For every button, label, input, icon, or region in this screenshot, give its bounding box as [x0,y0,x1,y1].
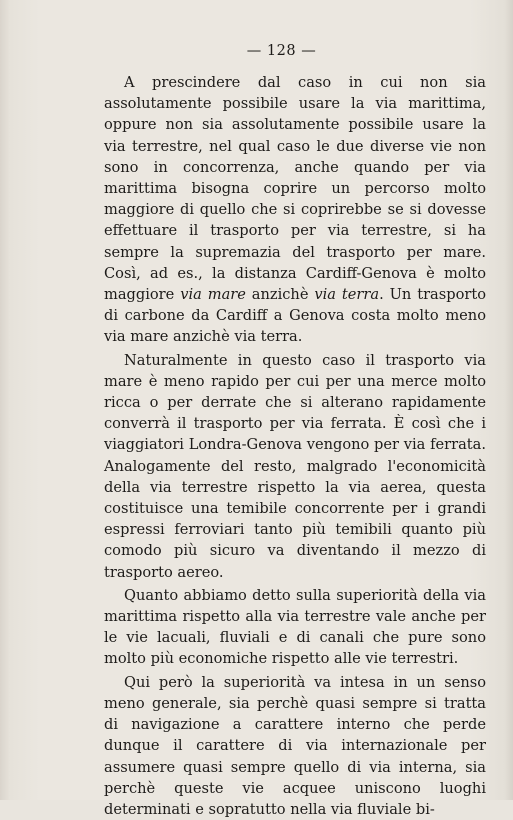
text-segment: anzichè [245,286,315,304]
text-segment: A prescindere dal caso in cui non sia assolutamente possibile usare la via marittima, oppure non sia assolutamente possibile usare la via terrestre, nel qual caso le due diverse vie non sono in concorrenza, anche quando per via marittima bisogna coprire un percorso molto maggiore di quello che si coprirebbe se si dovesse effettuare il trasporto per via terrestre, si ha sempre la supremazia del trasporto per mare. Così, ad es., la distanza Cardiff-Genova è molto maggiore [104,74,486,304]
page-number: — 128 — [246,43,317,59]
italic-text-segment: via mare [180,286,246,304]
italic-text-segment: via terra [314,286,380,304]
paragraph [104,672,486,820]
paragraph [104,585,486,670]
body-text [104,72,486,820]
text-segment: Qui però la superiorità va intesa in un senso meno generale, sia perchè quasi sempre si tratta di navigazione a carattere interno che perde dunque il carattere di via internazionale per assumere quasi sempre quello di via interna, sia perchè queste vie acquee uniscono luoghi determinati e sopratutto nella via fluviale bi- [104,673,486,818]
paragraph [104,350,486,583]
text-segment: . Un trasporto di carbone da Cardiff a Genova costa molto meno via mare anzichè via terra. [104,286,487,346]
text-segment: Naturalmente in questo caso il trasporto via mare è meno rapido per cui per una merce molto ricca o per derrate che si alterano rapidamente converrà il trasporto per via ferrata. È così che i viaggiatori Londra-Genova vengono per via ferrata. Analogamente del resto, malgrado l'economicità della via terrestre rispetto la via aerea, questa costituisce una temibile concorrente per i grandi espressi ferroviari tanto più temibili quanto più comodo più sicuro va diventando il mezzo di trasporto aereo. [104,351,486,581]
paragraph [104,72,486,348]
text-segment: Quanto abbiamo detto sulla superiorità della via marittima rispetto alla via terrestre vale anche per le vie lacuali, fluviali e di canali che pure sono molto più economiche rispetto alle vie terrestri. [104,586,486,668]
